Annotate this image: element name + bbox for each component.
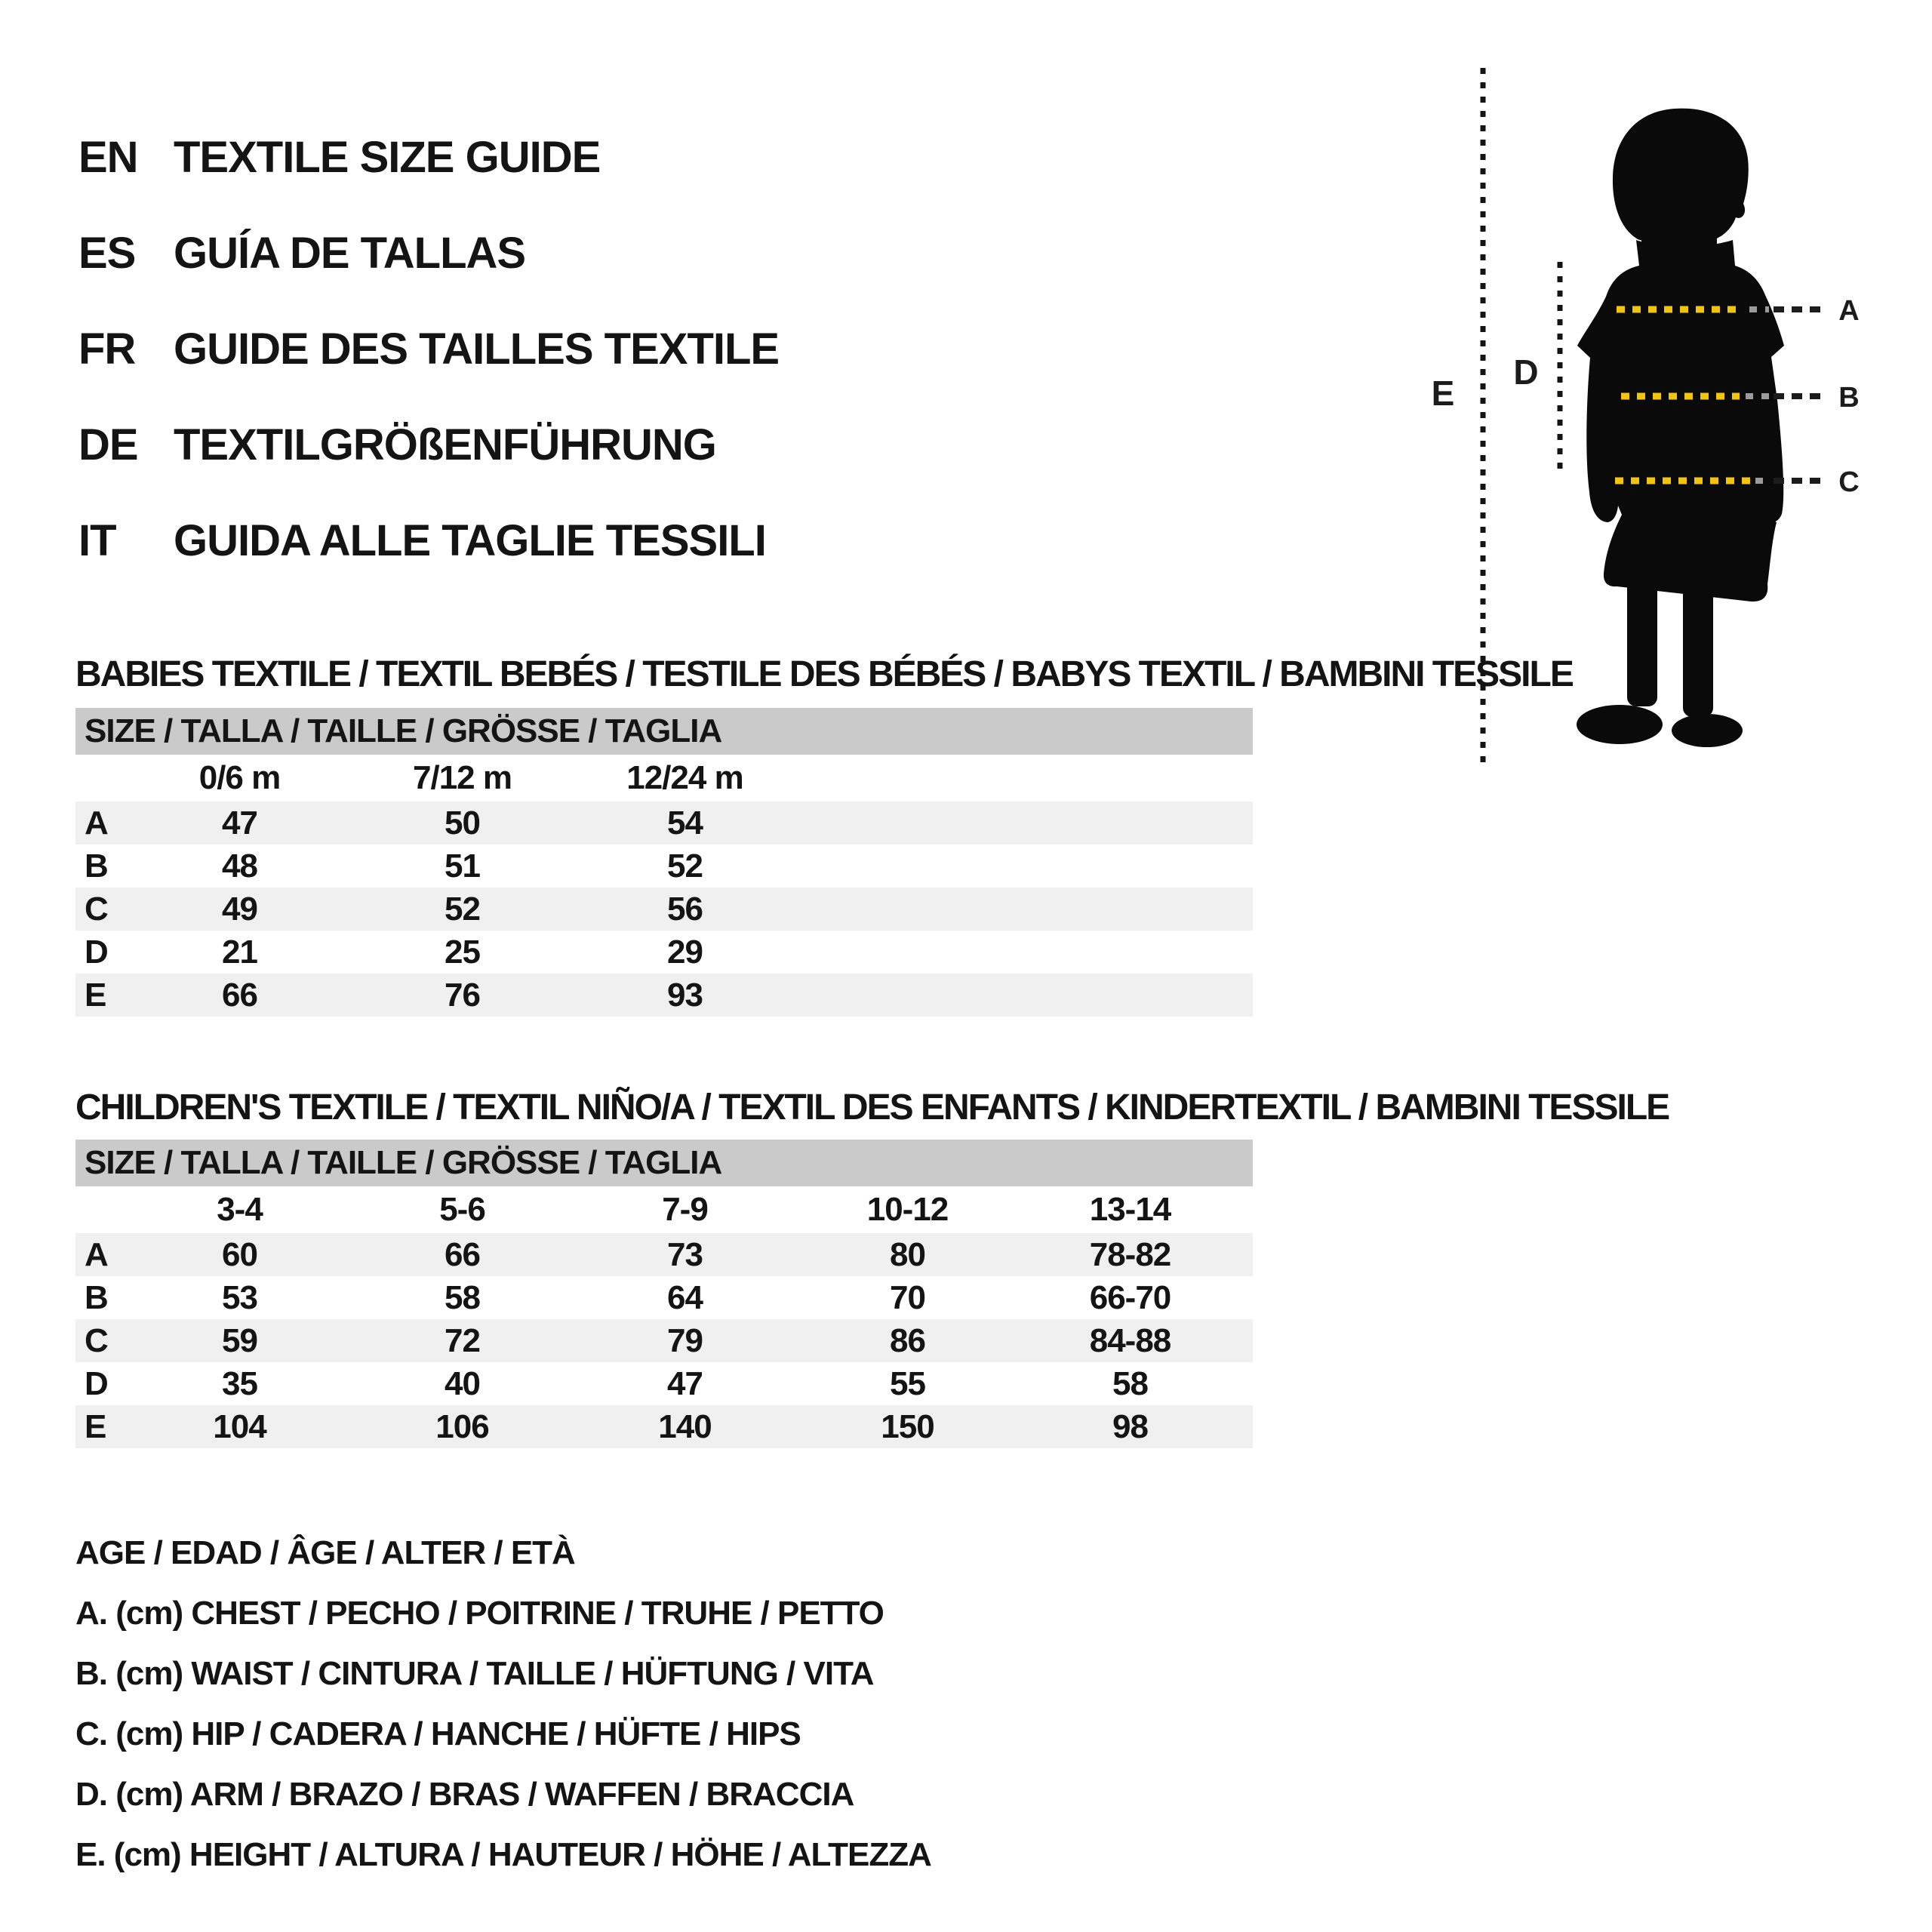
legend-line-age: AGE / EDAD / ÂGE / ALTER / ETÀ [75, 1534, 575, 1571]
cell-value: 66 [445, 1235, 480, 1273]
silhouette-right-shoe [1672, 714, 1743, 747]
measurement-legend [75, 1523, 1132, 1885]
cell-value: 59 [222, 1321, 257, 1359]
cell-value: 49 [222, 890, 257, 928]
measure-label-c: C [1838, 466, 1860, 498]
table-row [75, 1405, 1253, 1448]
column-header: 0/6 m [198, 759, 281, 796]
cell-value: 79 [667, 1321, 703, 1359]
cell-value: 98 [1112, 1407, 1148, 1445]
silhouette-left-leg [1627, 574, 1657, 706]
cell-value: 106 [435, 1407, 489, 1445]
cell-value: 58 [1112, 1364, 1148, 1402]
row-label: A [85, 1235, 108, 1273]
cell-value: 150 [881, 1407, 934, 1445]
column-header: 10-12 [866, 1191, 949, 1228]
column-header: 5-6 [439, 1191, 485, 1228]
silhouette-head [1613, 109, 1749, 246]
row-label: D [85, 933, 108, 971]
size-header-bar: SIZE / TALLA / TAILLE / GRÖSSE / TAGLIA [75, 1140, 1253, 1186]
row-label: D [85, 1364, 108, 1402]
row-label: B [85, 1278, 108, 1316]
language-row-en [78, 109, 1211, 205]
table-row [75, 1276, 1253, 1319]
cell-value: 73 [667, 1235, 703, 1273]
language-title-block [78, 109, 1211, 589]
cell-value: 47 [667, 1364, 703, 1402]
column-header-row [75, 1186, 1253, 1233]
cell-value: 48 [222, 847, 257, 884]
cell-value: 56 [667, 890, 703, 928]
children-section-heading: CHILDREN'S TEXTILE / TEXTIL NIÑO/A / TEXTIL DES ENFANTS / KINDERTEXTIL / BAMBINI TESSILE [75, 1088, 1669, 1128]
cell-value: 53 [222, 1278, 257, 1316]
row-label: E [85, 976, 106, 1014]
cell-value: 25 [445, 933, 480, 971]
babies-size-table [75, 708, 1253, 1017]
cell-value: 64 [667, 1278, 703, 1316]
cell-value: 78-82 [1089, 1235, 1171, 1273]
cell-value: 84-88 [1089, 1321, 1171, 1359]
language-code: ES [78, 229, 136, 278]
cell-value: 76 [445, 976, 480, 1014]
column-header: 7/12 m [413, 759, 512, 796]
table-row [75, 974, 1253, 1017]
cell-value: 66 [222, 976, 257, 1014]
cell-value: 93 [667, 976, 703, 1014]
table-row [75, 801, 1253, 844]
children-size-table [75, 1140, 1253, 1448]
language-row-fr [78, 301, 1211, 397]
cell-value: 70 [890, 1278, 925, 1316]
silhouette-right-leg [1683, 574, 1713, 717]
cell-value: 52 [667, 847, 703, 884]
language-row-it [78, 493, 1211, 589]
silhouette-left-shoe [1577, 705, 1663, 744]
guide-title: TEXTILE SIZE GUIDE [174, 133, 601, 182]
language-code: DE [78, 420, 138, 469]
table-row [75, 1362, 1253, 1405]
language-code: IT [78, 516, 116, 565]
row-label: C [85, 1321, 108, 1359]
measure-label-d: D [1513, 352, 1539, 392]
column-header: 3-4 [217, 1191, 263, 1228]
cell-value: 66-70 [1089, 1278, 1171, 1316]
cell-value: 86 [890, 1321, 925, 1359]
row-label: E [85, 1407, 106, 1445]
cell-value: 21 [222, 933, 257, 971]
legend-line-waist: B. (cm) WAIST / CINTURA / TAILLE / HÜFTUNG / VITA [75, 1655, 874, 1692]
cell-value: 54 [667, 804, 703, 841]
cell-value: 140 [658, 1407, 712, 1445]
legend-line-chest: A. (cm) CHEST / PECHO / POITRINE / TRUHE / PETTO [75, 1595, 884, 1632]
measure-label-b: B [1838, 382, 1860, 414]
legend-line-height: E. (cm) HEIGHT / ALTURA / HAUTEUR / HÖHE / ALTEZZA [75, 1836, 931, 1873]
table-row [75, 931, 1253, 974]
cell-value: 35 [222, 1364, 257, 1402]
cell-value: 72 [445, 1321, 480, 1359]
language-code: EN [78, 133, 138, 182]
legend-line-hip: C. (cm) HIP / CADERA / HANCHE / HÜFTE / HIPS [75, 1715, 801, 1752]
child-silhouette [1577, 109, 1784, 747]
guide-title: GUIDA ALLE TAGLIE TESSILI [174, 516, 766, 565]
table-row [75, 844, 1253, 888]
cell-value: 80 [890, 1235, 925, 1273]
column-header: 12/24 m [626, 759, 743, 796]
column-header: 13-14 [1089, 1191, 1171, 1228]
table-row [75, 888, 1253, 931]
row-label: C [85, 890, 108, 928]
language-row-de [78, 397, 1211, 493]
child-figure-diagram [1396, 45, 1932, 800]
silhouette-body [1577, 240, 1784, 601]
cell-value: 58 [445, 1278, 480, 1316]
cell-value: 60 [222, 1235, 257, 1273]
guide-title: GUÍA DE TALLAS [174, 229, 526, 278]
cell-value: 29 [667, 933, 703, 971]
babies-section-heading: BABIES TEXTILE / TEXTIL BEBÉS / TESTILE DES BÉBÉS / BABYS TEXTIL / BAMBINI TESSILE [75, 654, 1573, 694]
table-row [75, 1233, 1253, 1276]
legend-line-arm: D. (cm) ARM / BRAZO / BRAS / WAFFEN / BRACCIA [75, 1776, 854, 1813]
column-header: 7-9 [662, 1191, 708, 1228]
guide-title: GUIDE DES TAILLES TEXTILE [174, 325, 780, 374]
cell-value: 47 [222, 804, 257, 841]
cell-value: 55 [890, 1364, 925, 1402]
column-header-row [75, 755, 1253, 801]
measure-label-a: A [1838, 295, 1860, 327]
table-row [75, 1319, 1253, 1362]
cell-value: 104 [213, 1407, 266, 1445]
language-row-es [78, 205, 1211, 301]
guide-title: TEXTILGRÖßENFÜHRUNG [174, 420, 716, 469]
measure-label-e: E [1431, 374, 1455, 413]
language-code: FR [78, 325, 136, 374]
size-header-bar: SIZE / TALLA / TAILLE / GRÖSSE / TAGLIA [75, 708, 1253, 755]
row-label: A [85, 804, 108, 841]
cell-value: 52 [445, 890, 480, 928]
row-label: B [85, 847, 108, 884]
cell-value: 51 [445, 847, 480, 884]
cell-value: 50 [445, 804, 480, 841]
cell-value: 40 [445, 1364, 480, 1402]
